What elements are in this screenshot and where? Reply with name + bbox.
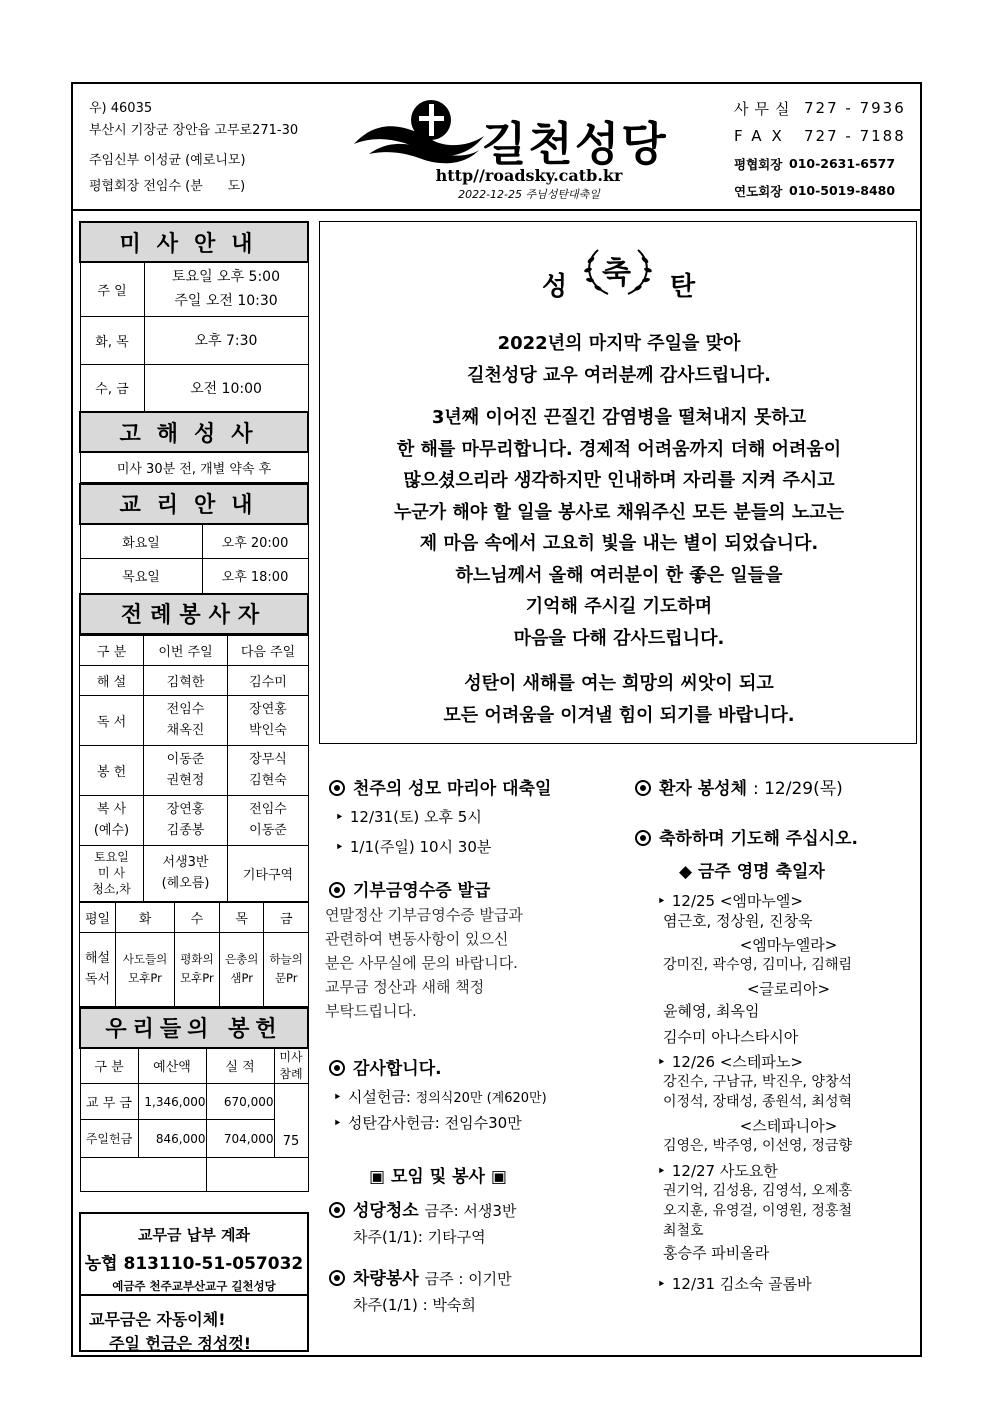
greeting-line: 3년째 이어진 끈질긴 감염병을 떨쳐내지 못하고 (431, 407, 807, 428)
liturgy-role: 봉 헌 (80, 745, 144, 795)
weekday-header: 평일 (80, 902, 116, 932)
bullet-circle-icon (329, 1202, 345, 1218)
fax-phone: 727 - 7188 (804, 127, 906, 145)
catechism-time: 오후 18:00 (202, 559, 308, 594)
cleaning-next: 차주(1/1): 기타구역 (353, 1228, 486, 1246)
zip-code: 우) 46035 (89, 101, 153, 116)
parish-logo (349, 96, 689, 206)
offering-header: 구 분 (80, 1048, 138, 1084)
offering-budget: 1,346,000 (138, 1084, 206, 1120)
liturgy-header: 구 분 (80, 635, 144, 665)
title-left: 성 (542, 272, 568, 302)
greeting-title (320, 240, 918, 300)
offering-header: 미사 참례 (274, 1048, 308, 1084)
greeting-paragraph-2 (320, 402, 918, 654)
feast-subtitle: ◆ 금주 영명 축일자 (679, 862, 825, 882)
feast-saint: <스테파니아> (739, 1117, 838, 1135)
bulletin-frame (71, 82, 922, 1357)
greeting-line: 기억해 주시길 기도하며 (525, 596, 713, 617)
offering-header: 실 적 (206, 1048, 274, 1084)
yeondo-phone: 010-5019-8480 (789, 183, 896, 198)
thanks-label: 성탄감사헌금: (347, 1114, 440, 1132)
office-phone: 727 - 7936 (804, 99, 906, 117)
greeting-line: 모든 어려움을 이겨낼 힘이 되기를 바랍니다. (443, 704, 795, 726)
thanks-value: 전임수30만 (444, 1114, 522, 1132)
offering-label: 교 무 금 (80, 1084, 138, 1120)
title-right: 탄 (670, 272, 696, 302)
feast-names: 홍승주 파비올라 (663, 1244, 770, 1262)
vehicle-heading (329, 1264, 512, 1289)
patients-heading (635, 774, 843, 799)
offering-title: 우리들의 봉헌 (80, 1008, 308, 1048)
liturgy-role: 해 설 (80, 665, 144, 695)
patients-title: 환자 봉성체 (659, 779, 748, 799)
catechism-table (79, 483, 309, 635)
greeting-line: 2022년의 마지막 주일을 맞아 (497, 333, 741, 354)
feast-title: 축하하며 기도해 주십시오. (659, 829, 858, 849)
website-url[interactable]: http//roadsky.catb.kr (435, 166, 623, 185)
thanks-title: 감사합니다. (353, 1059, 442, 1079)
feast-names: 김수미 아나스타시아 (663, 1028, 799, 1046)
greeting-line: 많으셨으리라 생각하지만 인내하며 자리를 지켜 주시고 (403, 470, 835, 491)
greeting-line: 성탄이 새해를 여는 희망의 씨앗이 되고 (464, 673, 774, 694)
liturgy-header: 다음 주일 (228, 635, 309, 665)
offering-table (79, 1007, 309, 1193)
notice-line: 교무금은 자동이체! (89, 1310, 226, 1329)
catechism-title: 교리안내 (80, 484, 308, 524)
liturgy-this: 김혁한 (144, 665, 228, 695)
bullet-circle-icon (329, 780, 345, 796)
council-label: 평협회장 (734, 156, 783, 172)
header-contacts (734, 94, 906, 204)
confession-text: 미사 30분 전, 개별 약속 후 (80, 452, 308, 482)
receipt-line: 분은 사무실에 문의 바랍니다. (325, 954, 518, 972)
patients-date: : 12/29(목) (752, 779, 843, 799)
weekday-table (79, 902, 309, 1007)
liturgy-next: 장무식 김현숙 (228, 745, 309, 795)
pastor: 주임신부 이성균 (예로니모) (89, 153, 246, 168)
title-center: 축 (602, 256, 631, 291)
weekday-value: 은총의 샘Pr (219, 932, 264, 1006)
greeting-line: 마음을 다해 감사드립니다. (513, 627, 725, 649)
mary-feast-heading (329, 774, 551, 799)
greeting-line: 하느님께서 올해 여러분이 한 좋은 일들을 (455, 564, 783, 586)
vehicle-next: 차주(1/1) : 박숙희 (353, 1296, 476, 1314)
address: 부산시 기장군 장안읍 고무로271-30 (89, 123, 299, 138)
liturgy-this: 전임수 채옥진 (144, 695, 228, 745)
liturgy-this: 이동준 권현정 (144, 745, 228, 795)
cleaning-title: 성당청소 (353, 1201, 419, 1221)
bullet-circle-icon (329, 882, 345, 898)
feast-heading (635, 824, 920, 849)
confession-title: 고해성사 (80, 412, 308, 452)
mary-feast-time: ‣ 1/1(주일) 10시 30분 (335, 835, 551, 859)
liturgy-header: 이번 주일 (144, 635, 228, 665)
account-box (79, 1212, 309, 1352)
liturgy-next: 전임수 이동준 (228, 795, 309, 845)
feast-date-head: ‣ 12/26 <스테파노> (657, 1051, 920, 1072)
feast-names: 염근호, 정상원, 진창욱 (663, 912, 813, 930)
vehicle-title: 차량봉사 (353, 1269, 419, 1289)
liturgy-this: 서생3반 (헤오름) (144, 845, 228, 901)
mass-table (79, 221, 309, 483)
feast-date-head: ‣ 12/31 김소숙 골롬바 (657, 1273, 920, 1294)
greeting-line: 누군가 해야 할 일을 봉사로 채워주신 모든 분들의 노고는 (393, 501, 845, 523)
bullet-circle-icon (329, 1270, 345, 1286)
header-left (89, 96, 298, 200)
feast-section (635, 824, 920, 1294)
feast-names: 강진수, 구남규, 박진우, 양창석 이정석, 장태성, 종원석, 최성혁 (663, 1074, 852, 1110)
receipt-heading (329, 876, 523, 901)
mass-title: 미사안내 (80, 222, 308, 262)
feast-list (657, 890, 920, 1294)
receipt-title: 기부금영수증 발급 (353, 881, 491, 901)
mass-time: 오전 10:00 (144, 364, 308, 412)
cleaning-now: 금주: 서생3반 (424, 1202, 517, 1220)
feast-names: 권기억, 김성용, 김영석, 오제홍 오지훈, 유영걸, 이영원, 정홍철 최철호 (663, 1183, 852, 1239)
offering-empty (80, 1158, 206, 1192)
weekday-header: 목 (219, 902, 264, 932)
liturgy-next: 기타구역 (228, 845, 309, 901)
parish-name: 길천성당 (482, 117, 668, 171)
offering-label: 주일헌금 (80, 1120, 138, 1158)
notice-line: 주일 헌금은 정성껏! (109, 1334, 252, 1353)
catechism-day: 화요일 (80, 524, 202, 559)
weekday-role: 해설 독서 (80, 932, 116, 1006)
mass-day-sunday: 주 일 (80, 262, 144, 316)
weekday-value: 하늘의 문Pr (264, 932, 309, 1006)
left-column (79, 221, 309, 1192)
header (73, 84, 920, 211)
receipt-line: 연말정산 기부금영수증 발급과 (325, 906, 523, 924)
weekday-header: 금 (264, 902, 309, 932)
offering-empty (206, 1158, 308, 1192)
cross-wave-icon (349, 96, 489, 166)
thanks-item (333, 1085, 547, 1111)
meetings-title: ▣ 모임 및 봉사 ▣ (369, 1167, 507, 1187)
feast-date-head: ‣ 12/25 <엠마누엘> (657, 890, 920, 911)
bullet-circle-icon (635, 780, 651, 796)
thanks-section (329, 1054, 547, 1135)
weekday-header: 수 (174, 902, 219, 932)
thanks-item (333, 1111, 547, 1135)
offering-attendance: 75 (274, 1084, 308, 1158)
catechism-time: 오후 20:00 (202, 524, 308, 559)
greeting-paragraph-3 (320, 668, 918, 731)
liturgy-next: 김수미 (228, 665, 309, 695)
feast-names: 윤혜영, 최옥임 (663, 1002, 760, 1020)
yeondo-label: 연도회장 (734, 183, 783, 199)
account-title: 교무금 납부 계좌 (138, 1226, 250, 1244)
receipt-section (325, 876, 523, 1023)
receipt-line: 관련하여 변동사항이 있으신 (325, 930, 509, 948)
greeting-line: 제 마음 속에서 고요히 빛을 내는 별이 되었습니다. (419, 533, 819, 554)
cleaning-section (329, 1196, 516, 1249)
feast-names: 강미진, 곽수영, 김미나, 김해림 (663, 957, 852, 973)
catechism-day: 목요일 (80, 559, 202, 594)
receipt-line: 부탁드립니다. (325, 1002, 417, 1020)
liturgy-role: 독 서 (80, 695, 144, 745)
cleaning-heading (329, 1196, 516, 1221)
fax-label: FAX (734, 127, 792, 145)
feast-saint: <엠마누엘라> (739, 936, 838, 954)
mass-day-wed-fri: 수, 금 (80, 364, 144, 412)
mary-feast-time: ‣ 12/31(토) 오후 5시 (335, 805, 551, 829)
greeting-line: 길천성당 교우 여러분께 감사드립니다. (467, 364, 771, 386)
account-info (81, 1214, 307, 1296)
christmas-greeting (319, 221, 917, 744)
weekday-value: 평화의 모후Pr (174, 932, 219, 1006)
bullet-circle-icon (635, 830, 651, 846)
liturgy-table (79, 635, 309, 902)
feast-names: 김영은, 박주영, 이선영, 정금향 (663, 1138, 852, 1154)
liturgy-role: 복 사 (예수) (80, 795, 144, 845)
mass-day-tue-thu: 화, 목 (80, 316, 144, 364)
thanks-heading (329, 1054, 547, 1079)
account-number: 농협 813110-51-057032 (84, 1254, 304, 1274)
account-owner: 예금주 천주교부산교구 길천성당 (112, 1279, 276, 1293)
mary-feast-title: 천주의 성모 마리아 대축일 (353, 779, 552, 799)
weekday-header: 화 (116, 902, 175, 932)
liturgy-role: 토요일 미 사 청소,차 (80, 845, 144, 901)
thanks-label: 시설헌금: (347, 1088, 411, 1106)
offering-notice (89, 1308, 251, 1356)
receipt-line: 교무금 정산과 새해 책정 (325, 978, 485, 996)
feast-saint: <글로리아> (746, 980, 831, 998)
mary-feast-section (329, 774, 551, 859)
liturgy-next: 장연홍 박인숙 (228, 695, 309, 745)
council-head: 평협회장 전임수 (분 도) (89, 179, 246, 194)
council-phone: 010-2631-6577 (789, 156, 896, 171)
thanks-value: 정의식20만 (계620만) (415, 1091, 547, 1106)
offering-actual: 704,000 (206, 1120, 274, 1158)
greeting-paragraph-1 (320, 328, 918, 391)
feast-date-head: ‣ 12/27 사도요한 (657, 1160, 920, 1181)
vehicle-now: 금주 : 이기만 (424, 1270, 512, 1288)
office-label: 사무실 (734, 99, 796, 118)
issue-date: 2022-12-25 주님성탄대축일 (458, 188, 600, 201)
patients-section (635, 774, 843, 799)
weekday-value: 사도들의 모후Pr (116, 932, 175, 1006)
liturgy-title: 전례봉사자 (80, 594, 308, 634)
mass-time: 토요일 오후 5:00 (172, 269, 280, 286)
offering-actual: 670,000 (206, 1084, 274, 1120)
mass-time: 주일 오전 10:30 (174, 293, 278, 310)
mass-time: 오후 7:30 (144, 316, 308, 364)
bullet-circle-icon (329, 1060, 345, 1076)
offering-budget: 846,000 (138, 1120, 206, 1158)
receipt-body (325, 903, 523, 1023)
greeting-line: 한 해를 마무리합니다. 경제적 어려움까지 더해 어려움이 (396, 438, 842, 460)
offering-header: 예산액 (138, 1048, 206, 1084)
vehicle-section (329, 1264, 512, 1317)
liturgy-this: 장연홍 김종봉 (144, 795, 228, 845)
